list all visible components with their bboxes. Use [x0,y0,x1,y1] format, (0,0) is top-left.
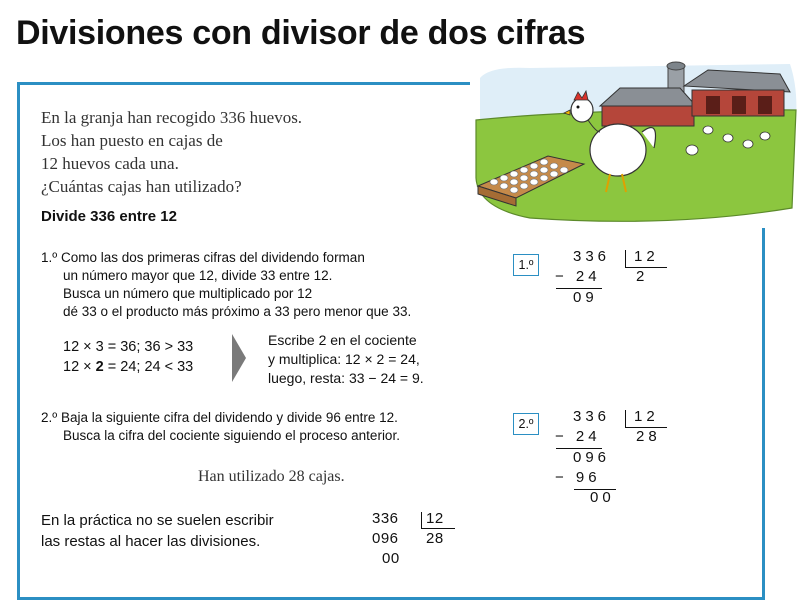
division-bar [421,528,455,529]
division-bar [421,512,422,529]
dividend: 336 [573,248,611,265]
step1-line: un número mayor que 12, divide 33 entre 12. [63,268,333,283]
explain-line: Escribe 2 en el cociente [268,332,417,348]
step2-line: Busca la cifra del cociente siguiendo el proceso anterior. [63,428,400,443]
calc-line-1: 12 × 3 = 36; 36 > 33 [63,339,194,355]
remainder: 09 [573,289,598,306]
farm-illustration [470,58,800,228]
quotient: 2 [636,268,649,285]
dividend: 336 [573,408,611,425]
row-brought-down: 096 [573,449,611,466]
step1-line: Busca un número que multiplicado por 12 [63,286,313,301]
divisor: 12 [634,408,659,425]
step1-calculation [63,337,193,377]
quotient: 28 [636,428,661,445]
step1-line: 1.º Como las dos primeras cifras del dividendo forman [41,250,365,265]
problem-line: ¿Cuántas cajas han utilizado? [41,177,242,196]
problem-statement [41,106,302,198]
explain-line: luego, resta: 33 − 24 = 9. [268,370,424,386]
step1-explanation [268,331,424,388]
page-title: Divisiones con divisor de dos cifras [16,14,586,52]
practice-note [41,510,274,552]
divisor: 12 [426,510,444,527]
remainder: 00 [590,489,615,506]
problem-line: Los han puesto en cajas de [41,131,223,150]
step2-text [41,409,400,445]
row-brought-down: 096 [372,530,399,547]
arrow-icon [232,334,246,382]
note-line: las restas al hacer las divisiones. [41,533,261,550]
explain-line: y multiplica: 12 × 2 = 24, [268,351,420,367]
problem-line: En la granja han recogido 336 huevos. [41,108,303,127]
division-bar [625,410,626,428]
step2-badge: 2.º [513,413,539,435]
subtraction: − 24 [555,428,601,445]
calc-line-2 [63,357,193,377]
subtraction: − 96 [555,469,601,486]
result-text: Han utilizado 28 cajas. [198,468,345,485]
step1-badge: 1.º [513,254,539,276]
problem-line: 12 huevos cada una. [41,154,179,173]
dividend: 336 [372,510,399,527]
calc-part: = 24; 24 < 33 [103,359,194,375]
subtraction: − 24 [555,268,601,285]
divisor: 12 [634,248,659,265]
step2-line: 2.º Baja la siguiente cifra del dividendo y divide 96 entre 12. [41,410,398,425]
step1-text [41,249,411,321]
calc-part: 12 × [63,359,96,375]
subtitle: Divide 336 entre 12 [41,208,177,225]
division-bar [625,250,626,268]
calc-bold-digit: 2 [95,359,104,375]
quotient: 28 [426,530,444,547]
step1-line: dé 33 o el producto más próximo a 33 pero menor que 33. [63,304,412,319]
remainder: 00 [382,550,400,567]
note-line: En la práctica no se suelen escribir [41,512,274,529]
